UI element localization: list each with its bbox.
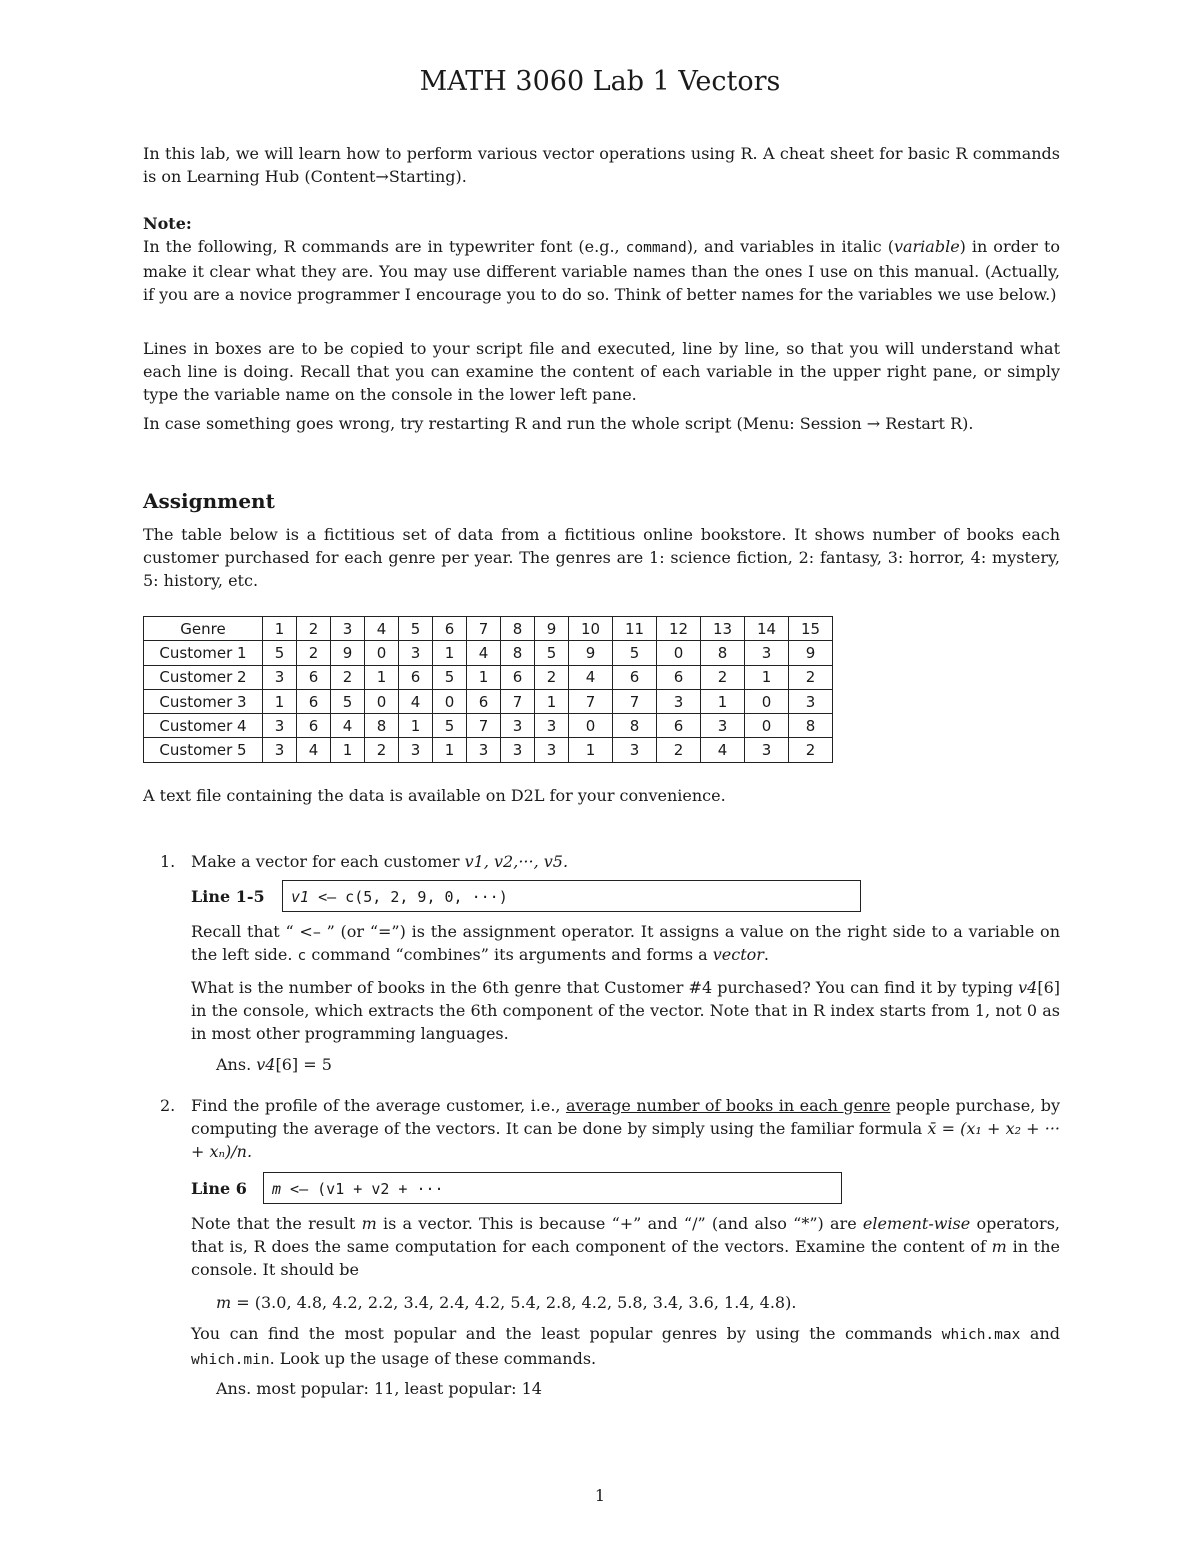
table-header-cell: 15 [789, 617, 833, 641]
table-cell: 3 [263, 665, 297, 689]
table-cell: 6 [399, 665, 433, 689]
table-row [144, 714, 833, 738]
table-cell: 2 [297, 641, 331, 665]
table-row-label: Customer 5 [144, 738, 263, 762]
item-1-answer: Ans. v4[6] = 5 [216, 1055, 332, 1074]
item-1-paragraph-1: Recall that “ <– ” (or “=”) is the assignment operator. It assigns a value on the right side to a variable on the left side. c command “combines” its arguments and forms a vector. [191, 922, 1060, 964]
assignment-description: The table below is a fictitious set of data from a fictitious online bookstore. It shows number of books each customer purchased for each genre per year. The genres are 1: science fiction, 2: fantasy, 3: horror, 4: mystery, 5: history, etc. [143, 525, 1060, 590]
note-paragraph-1: In the following, R commands are in typewriter font (e.g., command), and variables in italic (variable) in order to make it clear what they are. You may use different variable names than the ones I use on this manual. (Actually, if you are a novice programmer I encourage you to do so. Think of better names for the variables we use below.) [143, 237, 1061, 304]
item-2-text: Find the profile of the average customer, i.e., average number of books in each genre people purchase, by computing the average of the vectors. It can be done by simply using the familiar formula x̄ = (x₁ + x₂ + ··· + xₙ)/n. [191, 1096, 1060, 1161]
item-number: 1. [160, 852, 176, 871]
table-cell: 5 [433, 665, 467, 689]
table-row [144, 665, 833, 689]
table-cell: 6 [297, 714, 331, 738]
table-cell: 1 [745, 665, 789, 689]
mean-vector-result: m = (3.0, 4.8, 4.2, 2.2, 3.4, 2.4, 4.2, 5.4, 2.8, 4.2, 5.8, 3.4, 3.6, 1.4, 4.8). [216, 1293, 797, 1312]
table-cell: 1 [467, 665, 501, 689]
table-row-label: Customer 3 [144, 689, 263, 713]
table-cell: 3 [745, 641, 789, 665]
table-header-cell: 5 [399, 617, 433, 641]
item-1-text: Make a vector for each customer v1, v2,···, v5. [191, 852, 569, 871]
table-cell: 5 [263, 641, 297, 665]
table-row-label: Customer 2 [144, 665, 263, 689]
table-header-label: Genre [144, 617, 263, 641]
table-cell: 6 [297, 689, 331, 713]
table-header-cell: 3 [331, 617, 365, 641]
table-cell: 5 [613, 641, 657, 665]
table-cell: 5 [535, 641, 569, 665]
table-cell: 6 [657, 714, 701, 738]
code-box-line-6: m <– (v1 + v2 + ··· [263, 1172, 842, 1204]
table-header-cell: 8 [501, 617, 535, 641]
table-cell: 1 [331, 738, 365, 762]
table-cell: 3 [613, 738, 657, 762]
data-table [143, 616, 833, 763]
table-cell: 1 [399, 714, 433, 738]
table-row [144, 689, 833, 713]
table-cell: 7 [467, 714, 501, 738]
table-cell: 4 [467, 641, 501, 665]
table-header-cell: 11 [613, 617, 657, 641]
table-cell: 5 [433, 714, 467, 738]
note-heading: Note: [143, 214, 192, 233]
table-cell: 3 [399, 641, 433, 665]
page-title: MATH 3060 Lab 1 Vectors [419, 66, 781, 97]
table-cell: 4 [399, 689, 433, 713]
table-cell: 6 [297, 665, 331, 689]
table-cell: 5 [331, 689, 365, 713]
table-cell: 0 [745, 714, 789, 738]
table-cell: 8 [365, 714, 399, 738]
table-cell: 2 [789, 738, 833, 762]
table-row [144, 738, 833, 762]
intro-paragraph: In this lab, we will learn how to perform various vector operations using R. A cheat sheet for basic R commands is on Learning Hub (Content→Starting). [143, 144, 1060, 186]
table-row-label: Customer 4 [144, 714, 263, 738]
item-2-paragraph-2: You can find the most popular and the least popular genres by using the commands which.max and which.min. Look up the usage of these commands. [191, 1324, 1060, 1368]
table-cell: 0 [657, 641, 701, 665]
table-cell: 1 [701, 689, 745, 713]
table-cell: 3 [263, 738, 297, 762]
table-cell: 3 [701, 714, 745, 738]
table-cell: 3 [263, 714, 297, 738]
table-cell: 0 [365, 641, 399, 665]
section-heading-assignment: Assignment [143, 489, 275, 513]
table-header-cell: 2 [297, 617, 331, 641]
table-cell: 1 [535, 689, 569, 713]
data-file-note: A text file containing the data is available on D2L for your convenience. [143, 786, 726, 805]
table-header-cell: 12 [657, 617, 701, 641]
table-cell: 7 [569, 689, 613, 713]
item-1-paragraph-2: What is the number of books in the 6th genre that Customer #4 purchased? You can find it by typing v4[6] in the console, which extracts the 6th component of the vector. Note that in R index starts from 1, not 0 as in most other programming languages. [191, 978, 1060, 1043]
table-cell: 6 [613, 665, 657, 689]
table-header-cell: 7 [467, 617, 501, 641]
table-cell: 6 [467, 689, 501, 713]
table-cell: 7 [501, 689, 535, 713]
table-cell: 1 [569, 738, 613, 762]
table-cell: 3 [789, 689, 833, 713]
table-cell: 2 [331, 665, 365, 689]
table-cell: 3 [745, 738, 789, 762]
table-header-cell: 1 [263, 617, 297, 641]
table-cell: 3 [467, 738, 501, 762]
table-cell: 2 [701, 665, 745, 689]
table-header-cell: 9 [535, 617, 569, 641]
table-cell: 3 [501, 738, 535, 762]
code-box-label: Line 6 [191, 1179, 247, 1198]
table-header-row [144, 617, 833, 641]
page-number: 1 [594, 1486, 606, 1505]
table-cell: 8 [613, 714, 657, 738]
table-cell: 2 [657, 738, 701, 762]
table-cell: 0 [569, 714, 613, 738]
table-cell: 8 [501, 641, 535, 665]
table-cell: 1 [433, 641, 467, 665]
table-cell: 4 [569, 665, 613, 689]
table-cell: 0 [745, 689, 789, 713]
table-row-label: Customer 1 [144, 641, 263, 665]
table-cell: 9 [789, 641, 833, 665]
table-cell: 3 [535, 738, 569, 762]
code-box-line-1-5: v1 <– c(5, 2, 9, 0, ···) [282, 880, 861, 912]
table-cell: 0 [365, 689, 399, 713]
table-cell: 3 [657, 689, 701, 713]
item-2-paragraph-1: Note that the result m is a vector. This is because “+” and “/” (and also “*”) are element-wise operators, that is, R does the same computation for each component of the vectors. Examine the content of m in the console. It should be [191, 1214, 1061, 1279]
table-header-cell: 14 [745, 617, 789, 641]
table-header-cell: 13 [701, 617, 745, 641]
table-cell: 4 [297, 738, 331, 762]
table-cell: 1 [365, 665, 399, 689]
table-cell: 0 [433, 689, 467, 713]
table-cell: 8 [789, 714, 833, 738]
table-cell: 4 [331, 714, 365, 738]
item-number: 2. [160, 1096, 176, 1115]
table-cell: 6 [501, 665, 535, 689]
table-header-cell: 10 [569, 617, 613, 641]
table-cell: 9 [331, 641, 365, 665]
table-cell: 9 [569, 641, 613, 665]
table-cell: 2 [789, 665, 833, 689]
note-paragraph-3: In case something goes wrong, try restarting R and run the whole script (Menu: Session → Restart R). [143, 414, 974, 433]
note-paragraph-2: Lines in boxes are to be copied to your script file and executed, line by line, so that you will understand what each line is doing. Recall that you can examine the content of each variable in the upper right pane, or simply type the variable name on the console in the lower left pane. [143, 339, 1060, 404]
table-cell: 3 [535, 714, 569, 738]
table-header-cell: 6 [433, 617, 467, 641]
table-cell: 8 [701, 641, 745, 665]
code-box-label: Line 1-5 [191, 887, 265, 906]
table-cell: 4 [701, 738, 745, 762]
table-cell: 3 [501, 714, 535, 738]
table-cell: 6 [657, 665, 701, 689]
table-cell: 2 [535, 665, 569, 689]
table-row [144, 641, 833, 665]
item-2-answer: Ans. most popular: 11, least popular: 14 [216, 1379, 542, 1398]
table-cell: 7 [613, 689, 657, 713]
table-cell: 1 [433, 738, 467, 762]
table-cell: 1 [263, 689, 297, 713]
table-header-cell: 4 [365, 617, 399, 641]
table-cell: 3 [399, 738, 433, 762]
table-cell: 2 [365, 738, 399, 762]
